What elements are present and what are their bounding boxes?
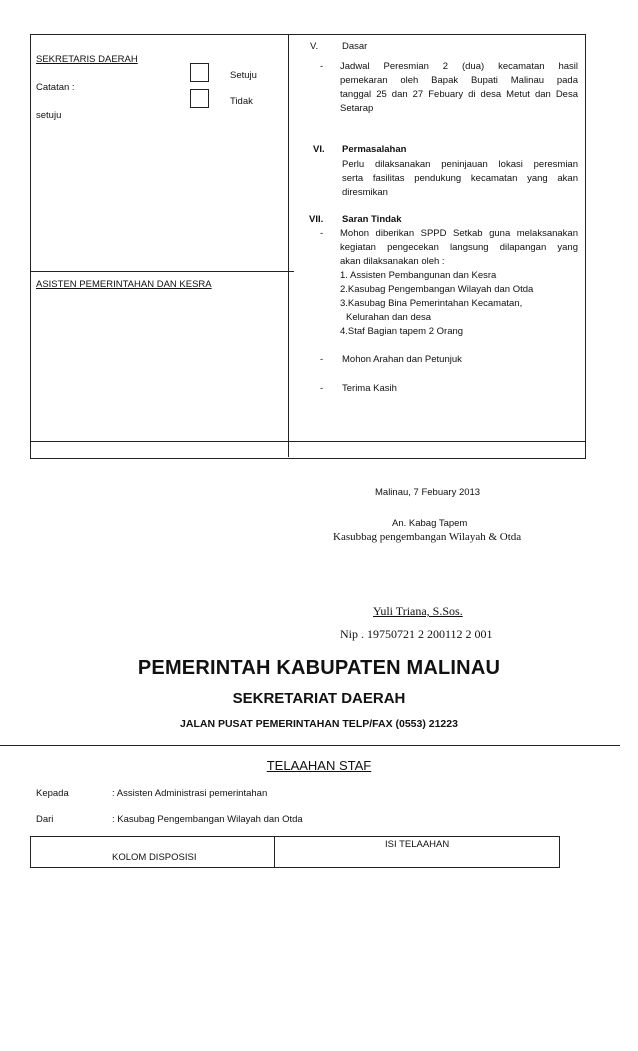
section-v-dash: - (320, 61, 324, 72)
asisten-separator-line (30, 271, 294, 272)
section-vii-line: Mohon diberikan SPPD Setkab guna melaksanakan (340, 228, 578, 239)
kolom-disposisi-header: KOLOM DISPOSISI (112, 852, 197, 863)
section-vii-dash: - (320, 228, 324, 239)
top-form-divider (288, 34, 289, 457)
tidak-checkbox-label: Tidak (230, 96, 253, 107)
section-vii-number: VII. (309, 214, 324, 225)
section-vi-line: Perlu dilaksanakan peninjauan lokasi peresmian (342, 159, 578, 170)
saran-list (340, 269, 580, 339)
section-v-line: tanggal 25 dan 27 Febuary di desa Metut dan Desa (340, 89, 578, 100)
closing-dash: - (320, 354, 324, 365)
section-v-title: Dasar (342, 41, 368, 52)
section-vi-line: serta fasilitas pendukung kecamatan yang akan (342, 173, 578, 184)
section-vi-line: diresmikan (342, 187, 388, 198)
top-form-bottom-row-line (30, 441, 585, 442)
saran-list-item: 3.Kasubag Bina Pemerintahan Kecamatan, (340, 298, 523, 309)
setuju-checkbox[interactable] (190, 63, 209, 82)
section-vi-title: Permasalahan (342, 144, 407, 155)
section-v-body (340, 60, 578, 116)
kepada-label: Kepada (36, 788, 69, 799)
section-vii-body (340, 227, 578, 269)
signature-nip: Nip . 19750721 2 200112 2 001 (340, 627, 493, 641)
section-v-line: Jadwal Peresmian 2 (dua) kecamatan hasil (340, 61, 578, 72)
saran-list-item: Kelurahan dan desa (346, 312, 432, 323)
closing-dash: - (320, 383, 324, 394)
signature-role-2: Kasubbag pengembangan Wilayah & Otda (333, 531, 522, 543)
section-vii-title: Saran Tindak (342, 214, 402, 225)
catatan-label: Catatan : (36, 82, 75, 93)
setuju-note: setuju (36, 110, 62, 121)
tidak-checkbox[interactable] (190, 89, 209, 108)
section-vi-number: VI. (313, 144, 325, 155)
place-date: Malinau, 7 Febuary 2013 (375, 487, 481, 498)
dari-label: Dari (36, 814, 54, 825)
kepada-value: : Assisten Administrasi pemerintahan (112, 788, 268, 799)
saran-list-item: 4.Staf Bagian tapem 2 Orang (340, 326, 464, 337)
letterhead-subtitle: SEKRETARIAT DAERAH (232, 690, 406, 707)
section-vii-line: kegiatan pengecekan langsung dilapangan yang (340, 242, 578, 253)
letterhead-rule (0, 745, 620, 746)
sekretaris-daerah-label: SEKRETARIS DAERAH (36, 54, 138, 65)
signature-name: Yuli Triana, S.Sos. (373, 604, 463, 618)
section-v-number: V. (310, 41, 319, 52)
saran-list-item: 1. Assisten Pembangunan dan Kesra (340, 270, 497, 281)
section-v-line: pemekaran oleh Bapak Bupati Malinau pada (340, 75, 578, 86)
signature-role-1: An. Kabag Tapem (392, 518, 468, 529)
disposisi-table (30, 836, 560, 868)
section-vi-body (342, 158, 578, 200)
setuju-checkbox-label: Setuju (230, 70, 257, 81)
closing-line-arahan: Mohon Arahan dan Petunjuk (342, 354, 462, 365)
isi-telaahan-header: ISI TELAAHAN (385, 839, 450, 850)
closing-line-terima-kasih: Terima Kasih (342, 383, 397, 394)
letterhead-title: PEMERINTAH KABUPATEN MALINAU (137, 657, 501, 679)
telaahan-title: TELAAHAN STAF (266, 758, 372, 773)
letterhead-address: JALAN PUSAT PEMERINTAHAN TELP/FAX (0553) 21223 (180, 718, 458, 730)
saran-list-item: 2.Kasubag Pengembangan Wilayah dan Otda (340, 284, 534, 295)
section-v-line: Setarap (340, 103, 374, 114)
dari-value: : Kasubag Pengembangan Wilayah dan Otda (112, 814, 303, 825)
asisten-label: ASISTEN PEMERINTAHAN DAN KESRA (36, 279, 212, 290)
disposisi-divider (274, 836, 275, 867)
section-vii-line: akan dilaksanakan oleh : (340, 256, 445, 267)
